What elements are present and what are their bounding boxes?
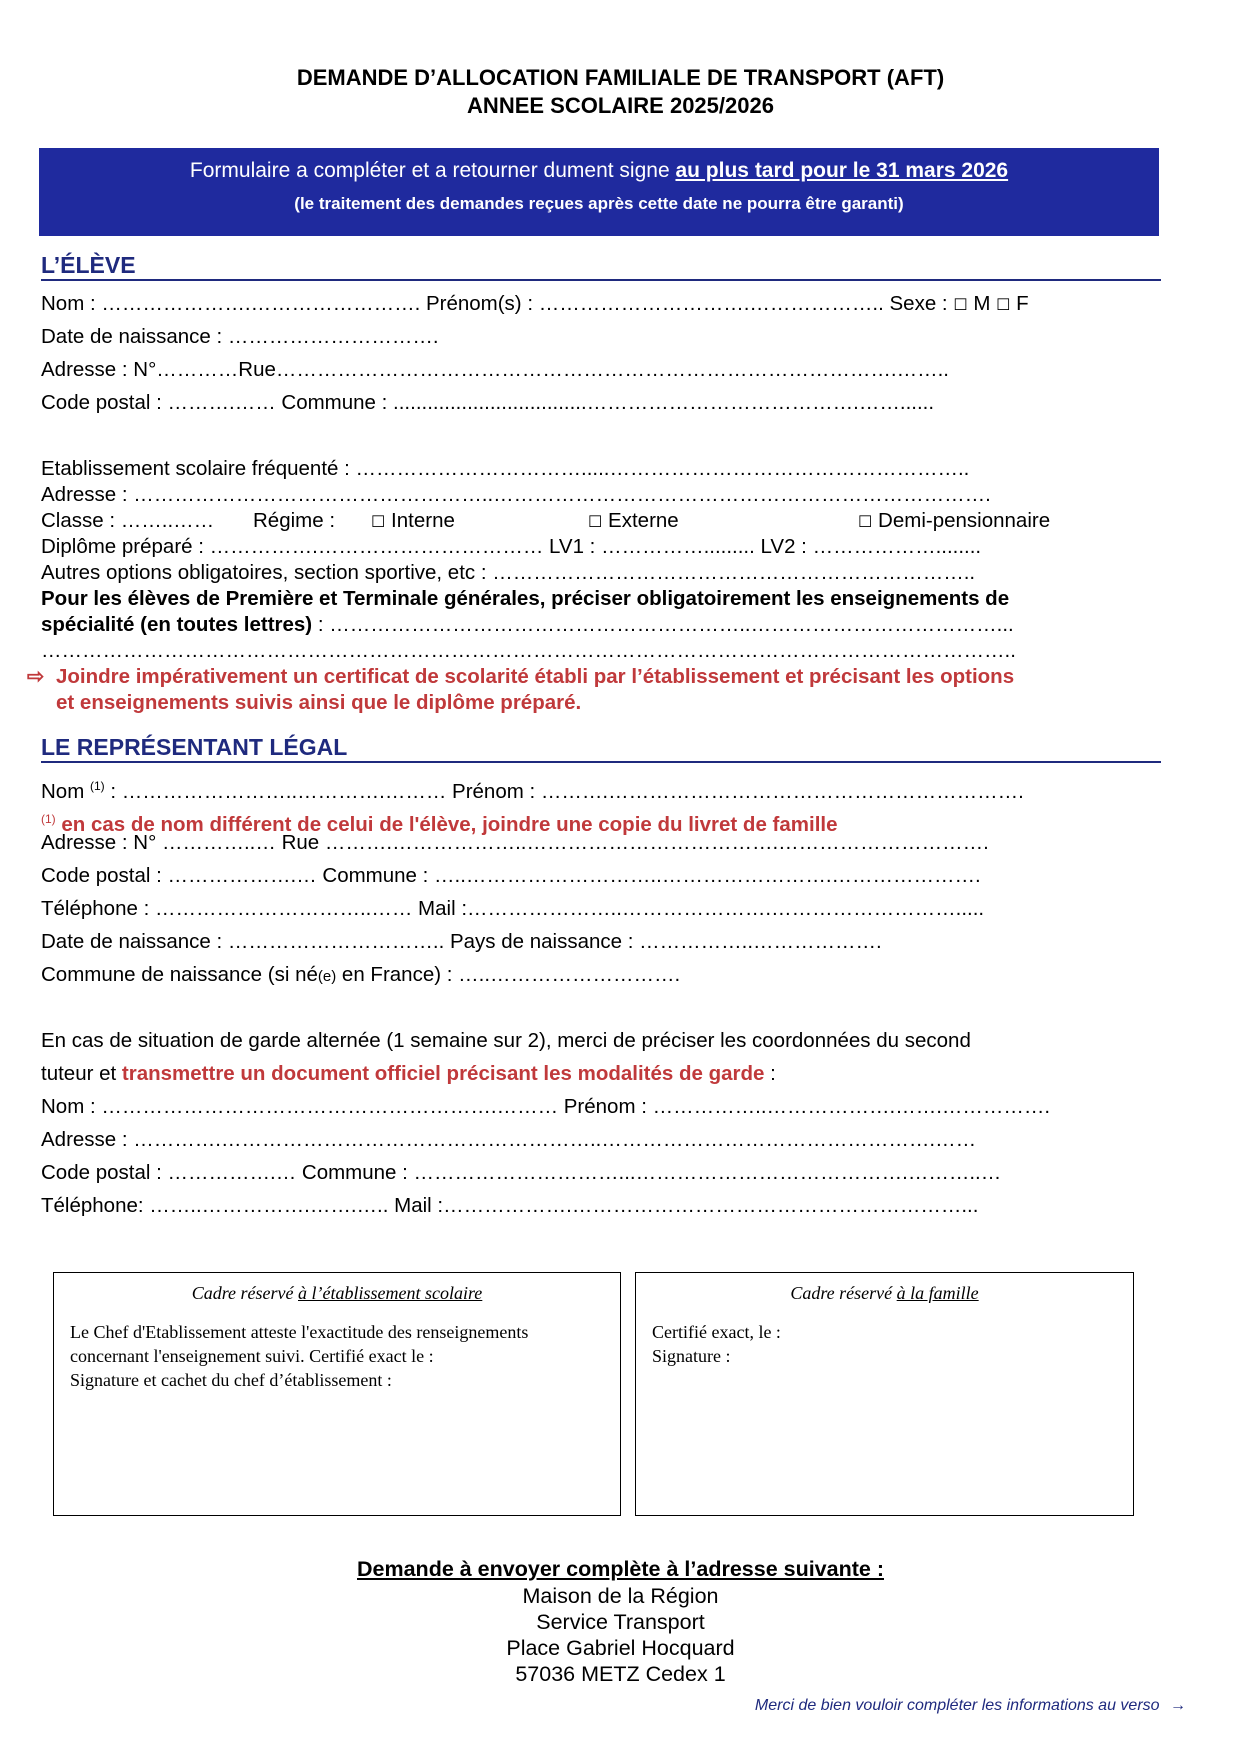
banner-text: Formulaire a compléter et a retourner dument signe <box>189 159 676 182</box>
address-line2: Service Transport <box>536 1610 705 1634</box>
rep-nom-label: Nom <box>41 779 90 803</box>
tuteur-address-field[interactable]: Adresse : ………….………………………………………………..………………………………………….…… <box>41 1128 977 1151</box>
eleve-name-line[interactable] <box>41 291 1029 319</box>
eleve-address-field[interactable]: Adresse : N°…………Rue……………………………………………………………………………….…….. <box>41 358 949 381</box>
eleve-school-address-field[interactable]: Adresse : ……………………………………………..………………………………………………………………. <box>41 483 991 506</box>
cadre-famille-title-underlined: à la famille <box>896 1283 979 1303</box>
verso-text: Merci de bien vouloir compléter les informations au verso <box>754 1697 1160 1714</box>
cadre-etab-line1: Le Chef d'Etablissement atteste l'exactitude des renseignements <box>70 1322 529 1342</box>
externe-label: Externe <box>608 509 679 532</box>
demi-checkbox[interactable]: ☐ <box>858 514 873 531</box>
specialite-instruction: Pour les élèves de Première et Terminale générales, préciser obligatoirement les enseignements de <box>41 587 1010 610</box>
eleve-name-text: Nom : ………………….……………………. Prénom(s) : ………………………….……………….. Sexe : <box>41 292 954 315</box>
sexe-f-label: F <box>1010 292 1029 315</box>
regime-demi-option[interactable] <box>858 508 1050 536</box>
address-line3: Place Gabriel Hocquard <box>506 1636 735 1660</box>
sexe-m-checkbox[interactable]: ☐ <box>953 297 968 314</box>
rep-name-line[interactable] <box>41 773 1024 805</box>
sexe-m-label: M <box>967 292 997 315</box>
cadre-famille-line2: Signature : <box>652 1346 731 1366</box>
deadline-banner <box>39 148 1159 236</box>
cadre-famille <box>635 1272 1134 1516</box>
eleve-school-field[interactable]: Etablissement scolaire fréquenté : …………………………….....…………………………………………….. <box>41 457 970 480</box>
diplome-field[interactable]: Diplôme préparé : …………….…………………………… LV1 : ……………......... LV2 : ………………........ <box>41 535 982 558</box>
note-footnote-marker: (1) <box>41 812 56 826</box>
rep-note-text: en cas de nom différent de celui de l'élève, joindre une copie du livret de famille <box>55 812 838 836</box>
garde-colon: : <box>764 1062 776 1085</box>
certificat-notice-line2: et enseignements suivis ainsi que le diplôme préparé. <box>56 691 582 714</box>
cadre-etab-title-underlined: à l’établissement scolaire <box>298 1283 483 1303</box>
specialite-label: spécialité (en toutes lettres) <box>41 613 313 636</box>
form-title: DEMANDE D’ALLOCATION FAMILIALE DE TRANSPORT (AFT) <box>296 65 945 90</box>
rep-birth-commune-field[interactable] <box>41 962 680 990</box>
banner-note: (le traitement des demandes reçues après cette date ne pourra être garanti) <box>294 194 904 213</box>
cadre-etab-title-prefix: Cadre réservé <box>191 1283 298 1303</box>
footnote-marker: (1) <box>89 779 105 793</box>
options-field[interactable]: Autres options obligatoires, section sportive, etc : …………………………………………………………….. <box>41 561 976 584</box>
regime-interne-option[interactable] <box>371 508 455 536</box>
cadre-etab-line2: concernant l'enseignement suivi. Certifié exact le : <box>70 1346 434 1366</box>
footer-heading <box>0 1556 1241 1582</box>
tuteur-name-field[interactable]: Nom : ………………………………………………….……… Prénom : ……………..……………….…….……………. <box>41 1095 1051 1118</box>
garde-text: tuteur et <box>41 1062 122 1085</box>
sexe-f-checkbox[interactable]: ☐ <box>996 297 1011 314</box>
cadre-famille-title <box>636 1283 1133 1304</box>
externe-checkbox[interactable]: ☐ <box>588 514 603 531</box>
eleve-postal-field[interactable]: Code postal : ……….…… Commune : ..................................………………………………….……...... <box>41 391 935 414</box>
rep-postal-field[interactable]: Code postal : ……………….… Commune : …..………………………..…………………….…………………. <box>41 864 981 887</box>
rep-name-dots: : ……………………..………….……… Prénom : ……….……………………………………………………. <box>104 779 1024 803</box>
cadre-etablissement <box>53 1272 621 1516</box>
eleve-birthdate-field[interactable]: Date de naissance : …………………………. <box>41 325 439 348</box>
rep-phone-mail-field[interactable]: Téléphone : …………………………..…… Mail :…………………..………………….………………………..... <box>41 897 985 920</box>
cadre-famille-title-prefix: Cadre réservé <box>790 1283 897 1303</box>
birth-commune-dots: en France) : …..………………………. <box>336 963 681 986</box>
notice-arrow-icon: ⇨ <box>27 665 45 688</box>
school-year: ANNEE SCOLAIRE 2025/2026 <box>467 93 774 118</box>
specialite-extra-line[interactable]: …………………………………………………………………………………………………………………………….. <box>41 639 1016 662</box>
section-representant-heading: LE REPRÉSENTANT LÉGAL <box>41 734 1161 763</box>
garde-paragraph-line1: En cas de situation de garde alternée (1 semaine sur 2), merci de préciser les coordonnées du second <box>41 1029 971 1052</box>
demi-label: Demi-pensionnaire <box>878 509 1051 532</box>
banner-deadline: au plus tard pour le 31 mars 2026 <box>675 159 1009 182</box>
rep-birth-field[interactable]: Date de naissance : ………………………….. Pays de naissance : ……………..………………. <box>41 930 882 953</box>
tuteur-phone-mail-field[interactable]: Téléphone: ……..…………….…….….. Mail :……………….…………………………………………………... <box>41 1194 979 1217</box>
regime-externe-option[interactable] <box>588 508 679 536</box>
specialite-dots: : ……………………………………………………..………………………………... <box>312 613 1014 636</box>
cadre-etab-line3: Signature et cachet du chef d’établissement : <box>70 1370 392 1390</box>
garde-paragraph-line2 <box>41 1061 776 1087</box>
birth-commune-label: Commune de naissance (si né <box>41 963 318 986</box>
certificat-notice-line1: Joindre impérativement un certificat de scolarité établi par l’établissement et précisant les options <box>56 665 1015 688</box>
regime-label: Régime : <box>253 509 336 532</box>
birth-commune-e: (e) <box>317 968 337 985</box>
interne-checkbox[interactable]: ☐ <box>371 514 386 531</box>
interne-label: Interne <box>391 509 455 532</box>
address-line4: 57036 METZ Cedex 1 <box>515 1662 726 1686</box>
footer-heading-text: Demande à envoyer complète à l’adresse suivante : <box>357 1557 884 1581</box>
cadre-famille-line1: Certifié exact, le : <box>652 1322 781 1342</box>
eleve-classe-field[interactable]: Classe : ……..…… <box>41 509 215 532</box>
tuteur-postal-field[interactable]: Code postal : …………….… Commune : …………………………...………………………………….………..… <box>41 1161 1002 1184</box>
specialite-field[interactable] <box>41 612 1014 638</box>
rep-address-field[interactable]: Adresse : N° …………..… Rue ……….………………..……………………………….…………………………. <box>41 831 989 854</box>
verso-notice <box>755 1697 1186 1715</box>
garde-required-doc: transmettre un document officiel précisant les modalités de garde <box>121 1062 765 1085</box>
arrow-right-icon: → <box>1170 1697 1186 1714</box>
section-eleve-heading: L’ÉLÈVE <box>41 252 1161 281</box>
cadre-etablissement-title <box>54 1283 620 1304</box>
address-line1: Maison de la Région <box>522 1584 719 1608</box>
